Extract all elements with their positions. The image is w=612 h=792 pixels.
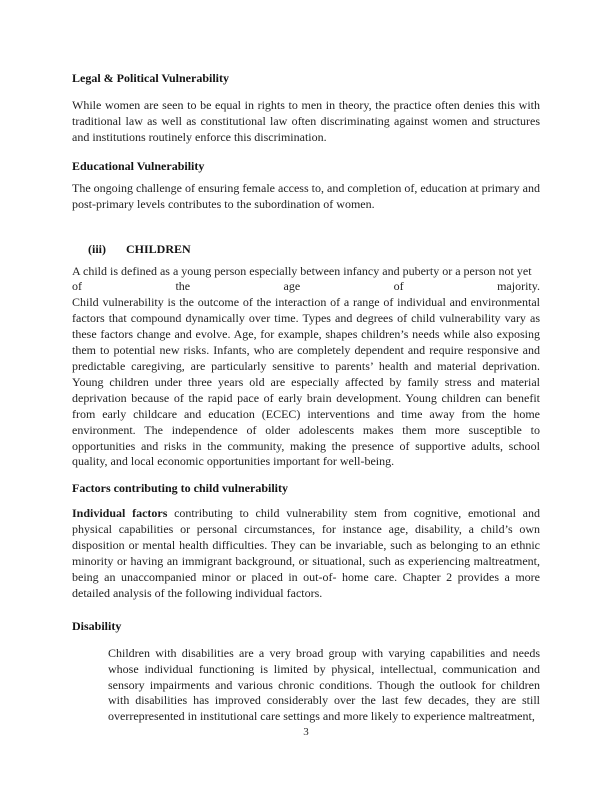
justified-word: age (283, 279, 301, 294)
paragraph-children-definition (72, 264, 540, 471)
paragraph-individual-factors (72, 506, 540, 601)
justified-word: the (175, 279, 191, 294)
page-content (72, 70, 540, 725)
justified-word: majority. (497, 279, 540, 294)
section-heading-children-label: CHILDREN (126, 241, 191, 256)
paragraph-disability: Children with disabilities are a very broad group with varying capabilities and needs whose individual functioning is limited by physical, intellectual, communication and sensory impairments and various chronic conditions. Though the outlook for children with disabilities has improved considerably over the last few decades, they are still overrepresented in institutional care settings and more likely to experience maltreatment, (108, 645, 540, 724)
section-heading-disability: Disability (72, 618, 122, 633)
section-heading-legal-political-vulnerability: Legal & Political Vulnerability (72, 71, 230, 85)
bold-lead-individual-factors: Individual factors (72, 506, 168, 521)
paragraph-educational: The ongoing challenge of ensuring female access to, and completion of, education at primary and post-primary levels contributes to the subordination of women. (72, 180, 540, 211)
page-footer (0, 726, 612, 738)
section-heading-children (88, 241, 540, 257)
justified-word: of (393, 279, 404, 294)
page-number: 3 (303, 726, 309, 738)
paragraph-individual-factors-text: contributing to child vulnerability stem from cognitive, emotional and physical capabilities or personal circumstances, for instance age, disability, a child’s own disposition or mental health difficulties. They can be invariable, such as belonging to an ethnic minority or having an immigrant background, or situational, such as experiencing maltreatment, being an unaccompanied minor or placed in out-of- home care. Chapter 2 provides a more detailed analysis of the following individual factors. (72, 506, 540, 600)
section-heading-educational-vulnerability: Educational Vulnerability (72, 158, 205, 173)
section-heading-factors-contributing: Factors contributing to child vulnerability (72, 481, 288, 496)
list-numeral-iii: (iii) (88, 241, 106, 256)
paragraph-children-body: Child vulnerability is the outcome of the interaction of a range of individual and environmental factors that compound dynamically over time. Types and degrees of child vulnerability vary as these factors change and evolve. Age, for example, shapes children’s needs while also exposing them to potential new risks. Infants, who are completely dependent and require responsive and predictable caregiving, are particularly sensitive to parents’ health and material deprivation. Young children under three years old are especially affected by family stress and material deprivation because of the rapid pace of early brain development. Young children can benefit from early childcare and education (ECEC) interventions and time away from the home environment. The independence of older adolescents makes them more susceptible to opportunities and risks in the community, making the presence of supportive adults, school quality, and local economic opportunities important for well-being. (72, 295, 540, 469)
justified-word: of (72, 279, 82, 294)
paragraph-children-line1: A child is defined as a young person especially between infancy and puberty or a person not yet (72, 263, 532, 278)
paragraph-children-justified-line (72, 279, 540, 295)
paragraph-legal-political: While women are seen to be equal in rights to men in theory, the practice often denies this with traditional law as well as constitutional law often discriminating against women and structures and institutions routinely enforce this discrimination. (72, 98, 540, 144)
